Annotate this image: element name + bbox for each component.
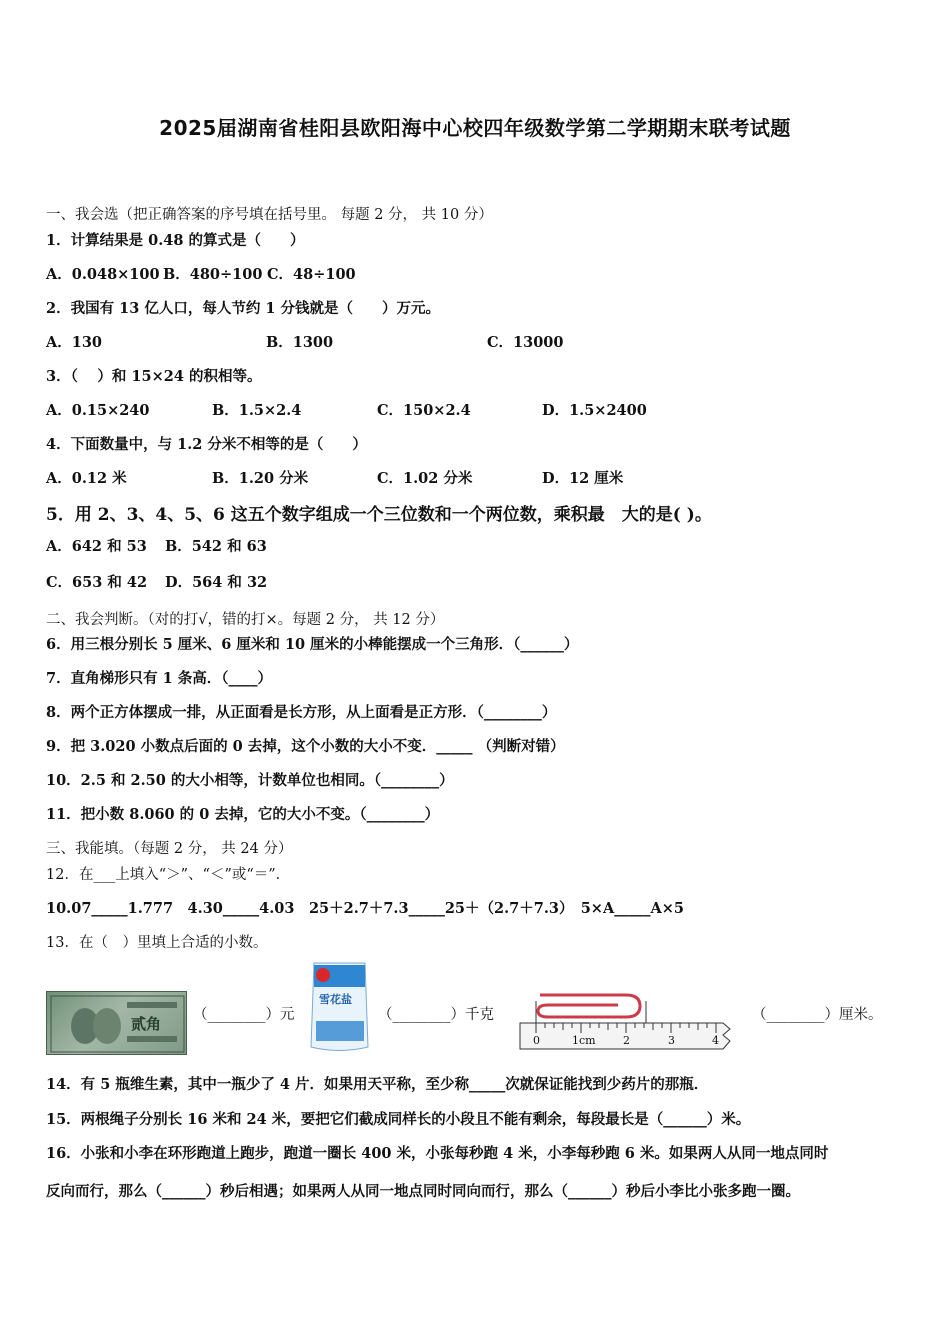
q1-option-b: B．480÷100 [163, 266, 263, 283]
question-10: 10．2.5 和 2.50 的大小相等，计数单位也相同。（________） [46, 772, 454, 789]
question-1: 1．计算结果是 0.48 的算式是（ ） [46, 232, 305, 249]
ruler-unit-label: 1cm [572, 1034, 596, 1047]
q13-blank-kg: （________）千克 [378, 1007, 494, 1023]
section-2-heading: 二、我会判断。（对的打√，错的打×。每题 2 分， 共 12 分） [46, 612, 445, 628]
section-1-heading: 一、我会选（把正确答案的序号填在括号里。 每题 2 分， 共 10 分） [46, 207, 493, 223]
q4-option-c: C．1.02 分米 [377, 470, 473, 487]
question-12-items: 10.07_____1.777 4.30_____4.03 25＋2.7＋7.3_____25＋（2.7＋7.3） 5×A_____A×5 [46, 900, 684, 917]
question-9: 9．把 3.020 小数点后面的 0 去掉，这个小数的大小不变．_____ （判断对错） [46, 738, 565, 755]
question-6: 6．用三根分别长 5 厘米、6 厘米和 10 厘米的小棒能摆成一个三角形．（______） [46, 636, 579, 653]
page-title: 2025届湖南省桂阳县欧阳海中心校四年级数学第二学期期末联考试题 [159, 116, 791, 140]
q5-option-a: A．642 和 53 [46, 538, 147, 555]
question-2: 2．我国有 13 亿人口，每人节约 1 分钱就是（ ）万元。 [46, 300, 441, 317]
banknote-label: 贰角 [131, 1015, 162, 1033]
ruler-tick-3: 3 [668, 1034, 675, 1047]
question-3: 3．（ ）和 15×24 的积相等。 [46, 368, 262, 385]
q3-option-b: B．1.5×2.4 [212, 402, 302, 419]
q13-blank-yuan: （________）元 [193, 1007, 295, 1023]
question-13: 13．在（ ）里填上合适的小数。 [46, 935, 268, 951]
question-7: 7．直角梯形只有 1 条高．（____） [46, 670, 273, 687]
q2-option-a: A．130 [46, 334, 103, 351]
ruler-paperclip-image [518, 987, 743, 1053]
q5-option-b: B．542 和 63 [165, 538, 267, 555]
question-11: 11．把小数 8.060 的 0 去掉，它的大小不变。（________） [46, 806, 440, 823]
question-12: 12．在___上填入“＞”、“＜”或“＝”． [46, 867, 291, 883]
salt-bag-label: 雪花盐 [319, 993, 352, 1006]
q1-option-c: C．48÷100 [267, 266, 356, 283]
q3-option-d: D．1.5×2400 [542, 402, 647, 419]
question-14: 14．有 5 瓶维生素，其中一瓶少了 4 片．如果用天平称，至少称_____次就保证能找到少药片的那瓶． [46, 1076, 709, 1093]
ruler-tick-2: 2 [623, 1034, 630, 1047]
q13-blank-cm: （________）厘米。 [752, 1007, 883, 1023]
question-15: 15．两根绳子分别长 16 米和 24 米，要把它们截成同样长的小段且不能有剩余，每段最长是（______）米。 [46, 1111, 751, 1128]
section-3-heading: 三、我能填。（每题 2 分， 共 24 分） [46, 841, 293, 857]
salt-bag-image [308, 961, 371, 1054]
question-16-line-1: 16．小张和小李在环形跑道上跑步，跑道一圈长 400 米，小张每秒跑 4 米，小李每秒跑 6 米。如果两人从同一地点同时 [46, 1145, 829, 1162]
q4-option-b: B．1.20 分米 [212, 470, 309, 487]
question-16-line-2: 反向而行，那么（______）秒后相遇；如果两人从同一地点同时同向而行，那么（______）秒后小李比小张多跑一圈。 [46, 1183, 800, 1200]
question-4: 4．下面数量中，与 1.2 分米不相等的是（ ） [46, 436, 367, 453]
question-8: 8．两个正方体摆成一排，从正面看是长方形，从上面看是正方形．（________） [46, 704, 557, 721]
q4-option-d: D．12 厘米 [542, 470, 624, 487]
question-5: 5．用 2、3、4、5、6 这五个数字组成一个三位数和一个两位数，乘积最 大的是( )。 [46, 505, 712, 525]
q2-option-b: B．1300 [266, 334, 334, 351]
ruler-tick-0: 0 [533, 1034, 540, 1047]
q3-option-c: C．150×2.4 [377, 402, 471, 419]
q2-option-c: C．13000 [487, 334, 564, 351]
q3-option-a: A．0.15×240 [46, 402, 150, 419]
q5-option-d: D．564 和 32 [165, 574, 268, 591]
ruler-tick-4: 4 [712, 1034, 719, 1047]
q4-option-a: A．0.12 米 [46, 470, 127, 487]
q5-option-c: C．653 和 42 [46, 574, 148, 591]
q1-option-a: A．0.048×100 [46, 266, 160, 283]
banknote-image [46, 991, 187, 1055]
